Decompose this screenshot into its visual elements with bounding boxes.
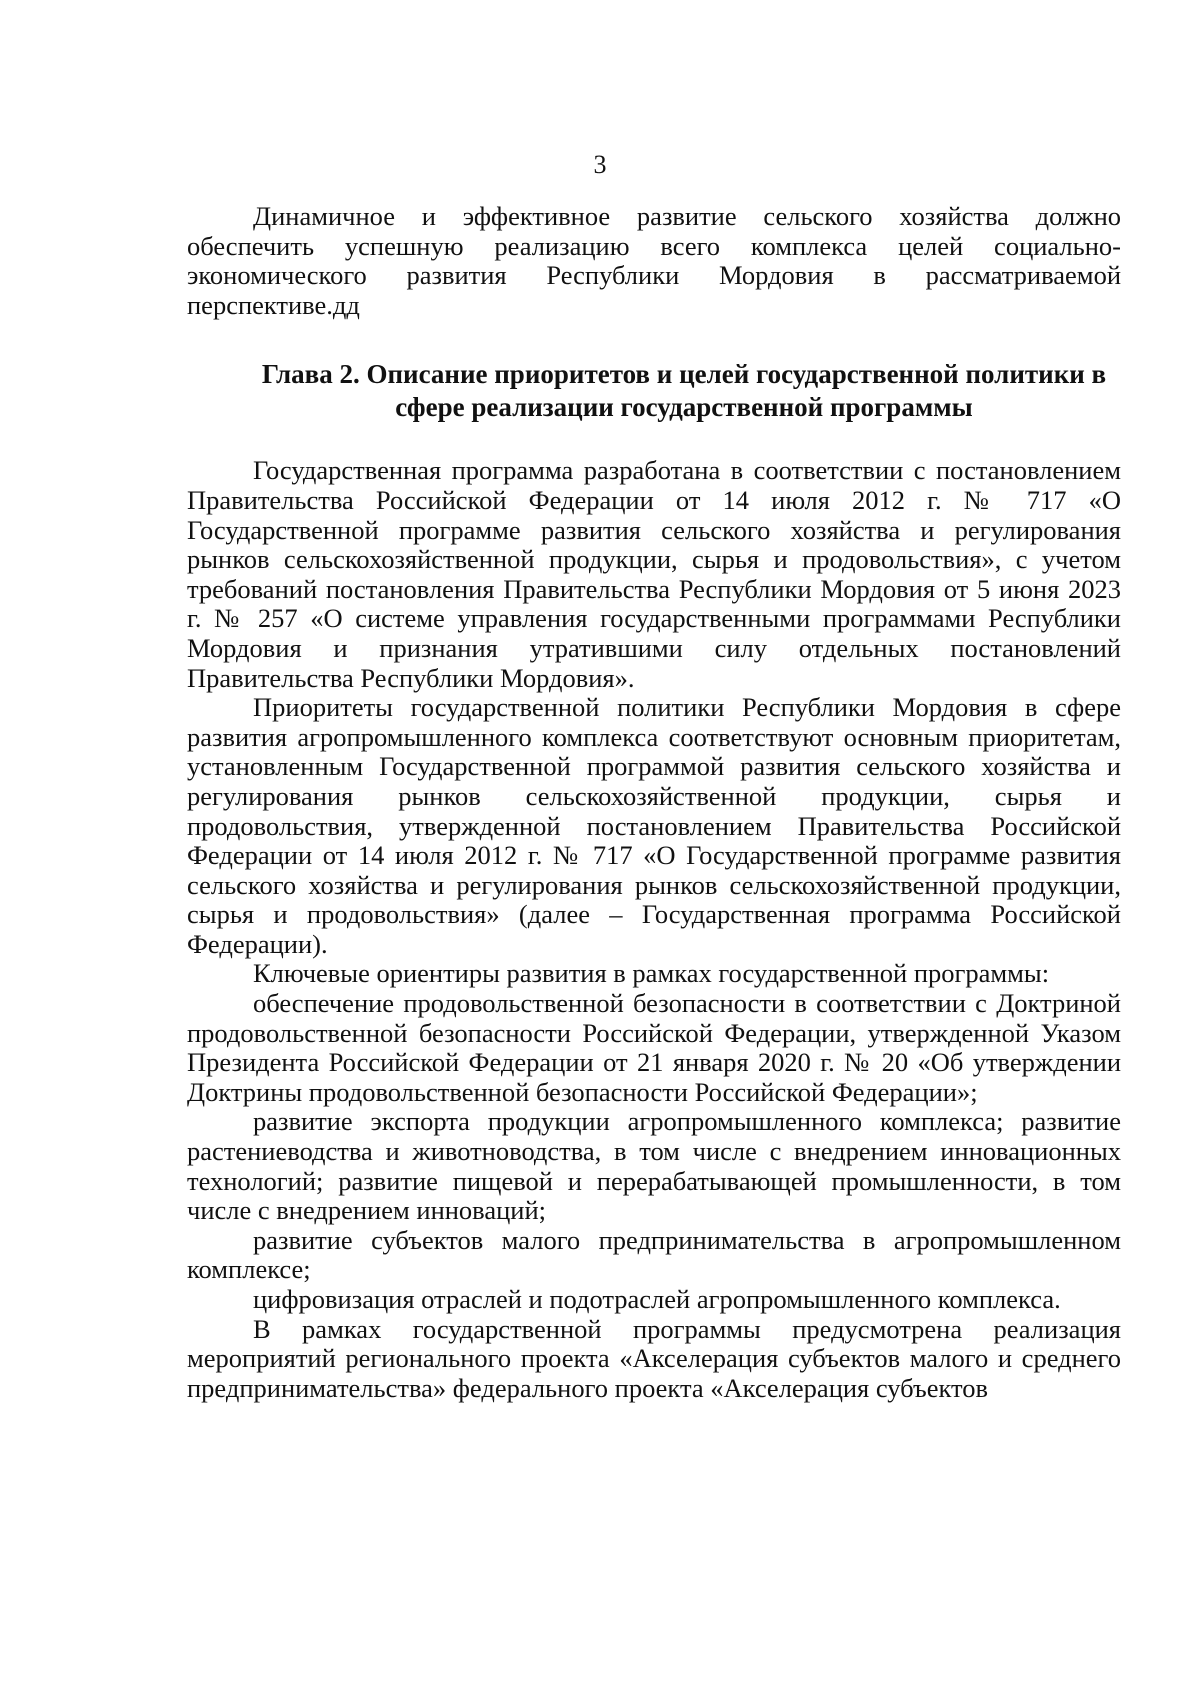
document-body	[187, 202, 1121, 1403]
list-item-export-development: развитие экспорта продукции агропромышленного комплекса; развитие растениеводства и животноводства, в том числе с внедрением инновационных технологий; развитие пищевой и перерабатывающей промышленности, в том числе с внедрением инноваций;	[187, 1106, 1121, 1226]
intro-paragraph: Динамичное и эффективное развитие сельского хозяйства должно обеспечить успешную реализацию всего комплекса целей социально-экономического развития Республики Мордовия в рассматриваемой перспективе.дд	[187, 201, 1121, 320]
list-item-food-security: обеспечение продовольственной безопасности в соответствии с Доктриной продовольственной безопасности Российской Федерации, утвержденной Указом Президента Российской Федерации от 21 января 2020 г. № 20 «Об утверждении Доктрины продовольственной безопасности Российской Федерации»;	[187, 988, 1121, 1107]
list-item-digitalization: цифровизация отраслей и подотраслей агропромышленного комплекса.	[253, 1284, 1061, 1314]
list-item-small-business: развитие субъектов малого предпринимательства в агропромышленном комплексе;	[187, 1224, 1121, 1285]
paragraph-regional-project: В рамках государственной программы предусмотрена реализация мероприятий регионального проекта «Акселерация субъектов малого и среднего предпринимательства» федерального проекта «Акселерация субъектов	[187, 1313, 1121, 1403]
page-number: 3	[593, 150, 607, 179]
chapter-title: Глава 2. Описание приоритетов и целей государственной политики в сфере реализации государственной программы	[261, 359, 1107, 423]
paragraph-priorities: Приоритеты государственной политики Республики Мордовия в сфере развития агропромышленного комплекса соответствуют основным приоритетам, установленным Государственной программой развития сельского хозяйства и регулирования рынков сельскохозяйственной продукции, сырья и продовольствия, утвержденной постановлением Правительства Российской Федерации от 14 июля 2012 г. № 717 «О Государственной программе развития сельского хозяйства и регулирования рынков сельскохозяйственной продукции, сырья и продовольствия» (далее – Государственная программа Российской Федерации).	[187, 692, 1121, 959]
paragraph-key-guidelines: Ключевые ориентиры развития в рамках государственной программы:	[253, 958, 1050, 989]
paragraph-legal-basis: Государственная программа разработана в соответствии с постановлением Правительства Российской Федерации от 14 июля 2012 г. № 717 «О Государственной программе развития сельского хозяйства и регулирования рынков сельскохозяйственной продукции, сырья и продовольствия», с учетом требований постановления Правительства Республики Мордовия от 5 июня 2023 г. № 257 «О системе управления государственными программами Республики Мордовия и признания утратившими силу отдельных постановлений Правительства Республики Мордовия».	[187, 455, 1121, 693]
